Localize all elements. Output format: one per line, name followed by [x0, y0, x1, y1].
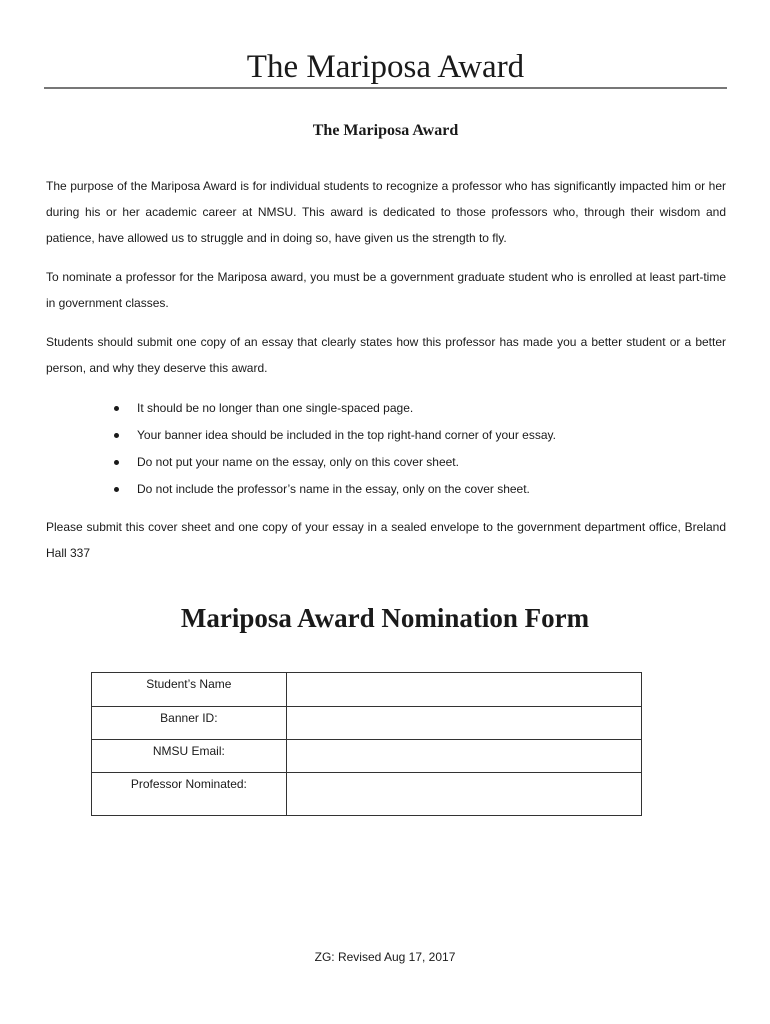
section-heading: The Mariposa Award — [312, 122, 459, 139]
banner-id-label: Banner ID: — [92, 707, 287, 740]
list-item — [110, 476, 710, 503]
table-row — [92, 707, 642, 740]
list-item-text: It should be no longer than one single-spaced page. — [137, 401, 414, 415]
title-divider — [44, 87, 727, 89]
eligibility-paragraph: To nominate a professor for the Mariposa award, you must be a government graduate student who is enrolled at least part-time in government classes. — [46, 270, 726, 310]
students-name-field[interactable] — [286, 673, 641, 707]
list-item — [110, 422, 710, 449]
list-item-text: Do not put your name on the essay, only on this cover sheet. — [137, 455, 459, 469]
banner-id-field[interactable] — [286, 707, 641, 740]
table-row — [92, 740, 642, 773]
bullet-icon — [114, 487, 119, 492]
professor-nominated-label: Professor Nominated: — [92, 773, 287, 816]
revision-footer: ZG: Revised Aug 17, 2017 — [314, 950, 456, 964]
form-title: Mariposa Award Nomination Form — [180, 603, 590, 633]
submission-paragraph: Please submit this cover sheet and one copy of your essay in a sealed envelope to the government department office, Breland Hall 337 — [46, 520, 726, 560]
nmsu-email-field[interactable] — [286, 740, 641, 773]
list-item-text: Your banner idea should be included in the top right-hand corner of your essay. — [137, 428, 556, 442]
students-name-label: Student’s Name — [92, 673, 287, 707]
essay-paragraph: Students should submit one copy of an essay that clearly states how this professor has made you a better student or a better person, and why they deserve this award. — [46, 335, 726, 375]
list-item-text: Do not include the professor’s name in the essay, only on the cover sheet. — [137, 482, 530, 496]
nomination-form-table — [91, 672, 642, 816]
bullet-icon — [114, 406, 119, 411]
list-item — [110, 395, 710, 422]
nmsu-email-label: NMSU Email: — [92, 740, 287, 773]
page-title: The Mariposa Award — [246, 49, 525, 85]
table-row — [92, 673, 642, 707]
professor-nominated-field[interactable] — [286, 773, 641, 816]
table-row — [92, 773, 642, 816]
bullet-icon — [114, 460, 119, 465]
list-item — [110, 449, 710, 476]
purpose-paragraph: The purpose of the Mariposa Award is for individual students to recognize a professor who has significantly impacted him or her during his or her academic career at NMSU. This award is dedicated to those professors who, through their wisdom and patience, have allowed us to struggle and in doing so, have given us the strength to fly. — [46, 179, 726, 245]
bullet-icon — [114, 433, 119, 438]
essay-requirements-list — [110, 395, 710, 503]
